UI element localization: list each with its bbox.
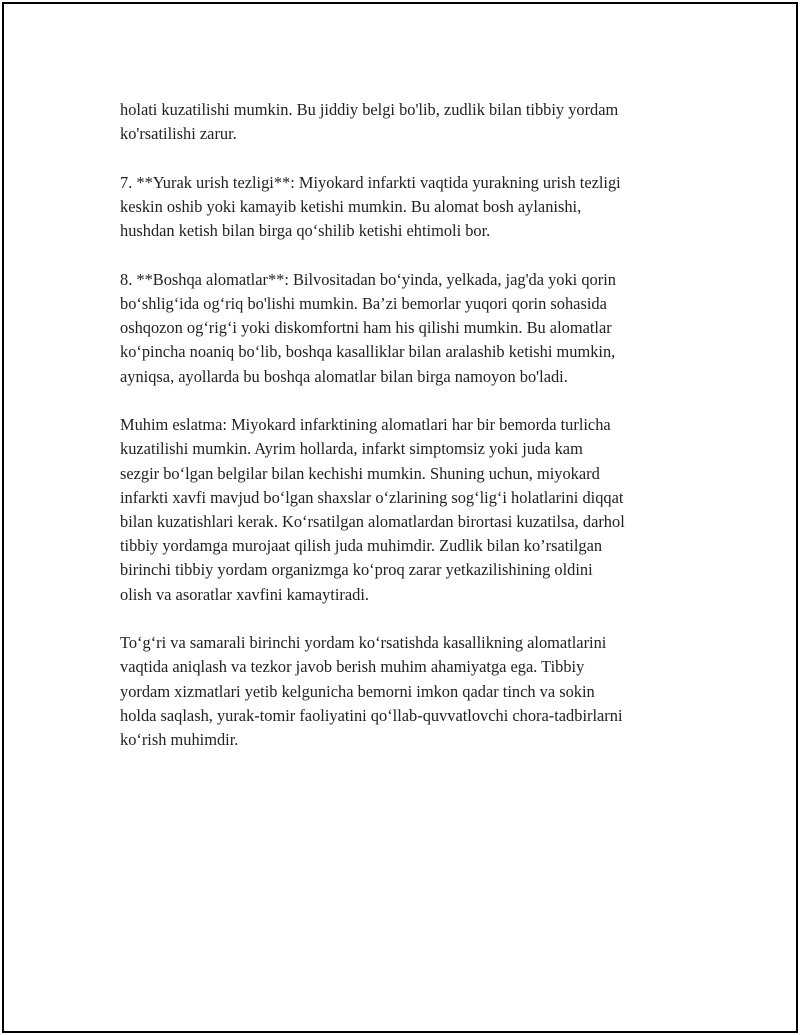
paragraph-continuation: holati kuzatilishi mumkin. Bu jiddiy belgi bo'lib, zudlik bilan tibbiy yordam ko'rsatilishi zarur. <box>120 100 619 144</box>
paragraph-important-note: Muhim eslatma: Miyokard infarktining alomatlari har bir bemorda turlicha kuzatilishi mumkin. Ayrim hollarda, infarkt simptomsiz yoki juda kam sezgir bo‘lgan belgilar bilan kechishi mumkin. Shuning uchun, miyokard infarkti xavfi mavjud bo‘lgan shaxslar o‘zlarining sog‘lig‘i holatlarini diqqat bilan kuzatishlari kerak. Ko‘rsatilgan alomatlardan birortasi kuzatilsa, darhol tibbiy yordamga murojaat qilish juda muhimdir. Zudlik bilan ko’rsatilgan birinchi tibbiy yordam organizmga ko‘proq zarar yetkazilishining oldini olish va asoratlar xavfini kamaytiradi. <box>120 415 625 604</box>
paragraph-heart-rate: 7. **Yurak urish tezligi**: Miyokard infarkti vaqtida yurakning urish tezligi keskin oshib yoki kamayib ketishi mumkin. Bu alomat bosh aylanishi, hushdan ketish bilan birga qo‘shilib ketishi ehtimoli bor. <box>120 172 621 241</box>
paragraph-other-symptoms: 8. **Boshqa alomatlar**: Bilvositadan bo‘yinda, yelkada, jag'da yoki qorin bo‘shlig‘ida og‘riq bo'lishi mumkin. Ba’zi bemorlar yuqori qorin sohasida oshqozon og‘rig‘i yoki diskomfortni ham his qilishi mumkin. Bu alomatlar ko‘pincha noaniq bo‘lib, boshqa kasalliklar bilan aralashib ketishi mumkin, ayniqsa, ayollarda bu boshqa alomatlar bilan birga namoyon bo'ladi. <box>120 269 616 386</box>
document-page <box>2 2 798 1033</box>
paragraph-first-aid: To‘g‘ri va samarali birinchi yordam ko‘rsatishda kasallikning alomatlarini vaqtida aniqlash va tezkor javob berish muhim ahamiyatga ega. Tibbiy yordam xizmatlari yetib kelgunicha bemorni imkon qadar tinch va sokin holda saqlash, yurak-tomir faoliyatini qo‘llab-quvvatlovchi chora-tadbirlarni ko‘rish muhimdir. <box>120 633 623 750</box>
document-body <box>120 98 690 777</box>
